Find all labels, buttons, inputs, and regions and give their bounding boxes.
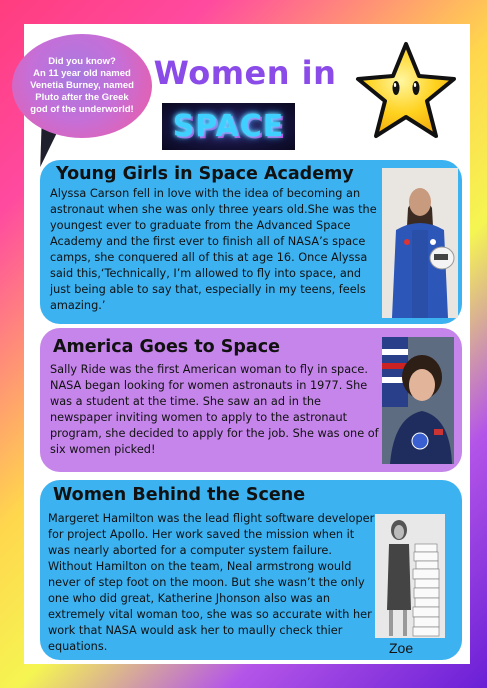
- section-body: Margeret Hamilton was the lead flight software developer for project Apollo. Her work saved the mission when it was nearly aborted for a computer system failure. Without Hamilton on the team, Neal armstrong would never of step foot on the moon. But she wasn’t the only one who did great, Katherine Jhonson also was an extremely vital woman too, she was so accurate with her work that NASA would ask her to maully check thier equations.: [48, 512, 375, 653]
- section-heading: America Goes to Space: [53, 337, 280, 357]
- section-heading: Young Girls in Space Academy: [56, 164, 354, 184]
- photo-caption: Zoe: [389, 640, 414, 656]
- astronaut-photo: [382, 168, 458, 318]
- astronaut-photo: [382, 337, 454, 464]
- did-you-know-body: An 11 year old named Venetia Burney, named Pluto after the Greek god of the underworld!: [30, 68, 134, 115]
- section-card-america: [40, 328, 462, 472]
- section-body: Alyssa Carson fell in love with the idea of becoming an astronaut when she was only three years old.She was the youngest ever to graduate from the Advanced Space Academy and the first ever to finish all of NASA’s space camps, she conquered all of this at age 16. Once Alyssa said this,‘Technically, I’m allowed to fly into space, and just being able to say that, especially in my teens, feels amazing.’: [50, 187, 377, 312]
- space-banner: [162, 103, 295, 150]
- space-banner-text: SPACE: [172, 109, 285, 144]
- section-card-academy: [40, 160, 462, 324]
- section-heading: Women Behind the Scene: [53, 485, 306, 505]
- scientist-photo: [375, 514, 445, 638]
- did-you-know-heading: Did you know?: [48, 56, 116, 67]
- poster-title: Women in: [153, 54, 337, 92]
- section-body: Sally Ride was the first American woman to fly in space. NASA began looking for women astronauts in 1977. She was a student at the time. She saw an ad in the newspaper inviting women to apply to the astronaut program, she decided to apply for the job. She was one of six women picked!: [50, 363, 379, 456]
- star-icon: [352, 38, 460, 146]
- section-card-behind-scene: [40, 480, 462, 660]
- did-you-know-bubble: [12, 34, 152, 138]
